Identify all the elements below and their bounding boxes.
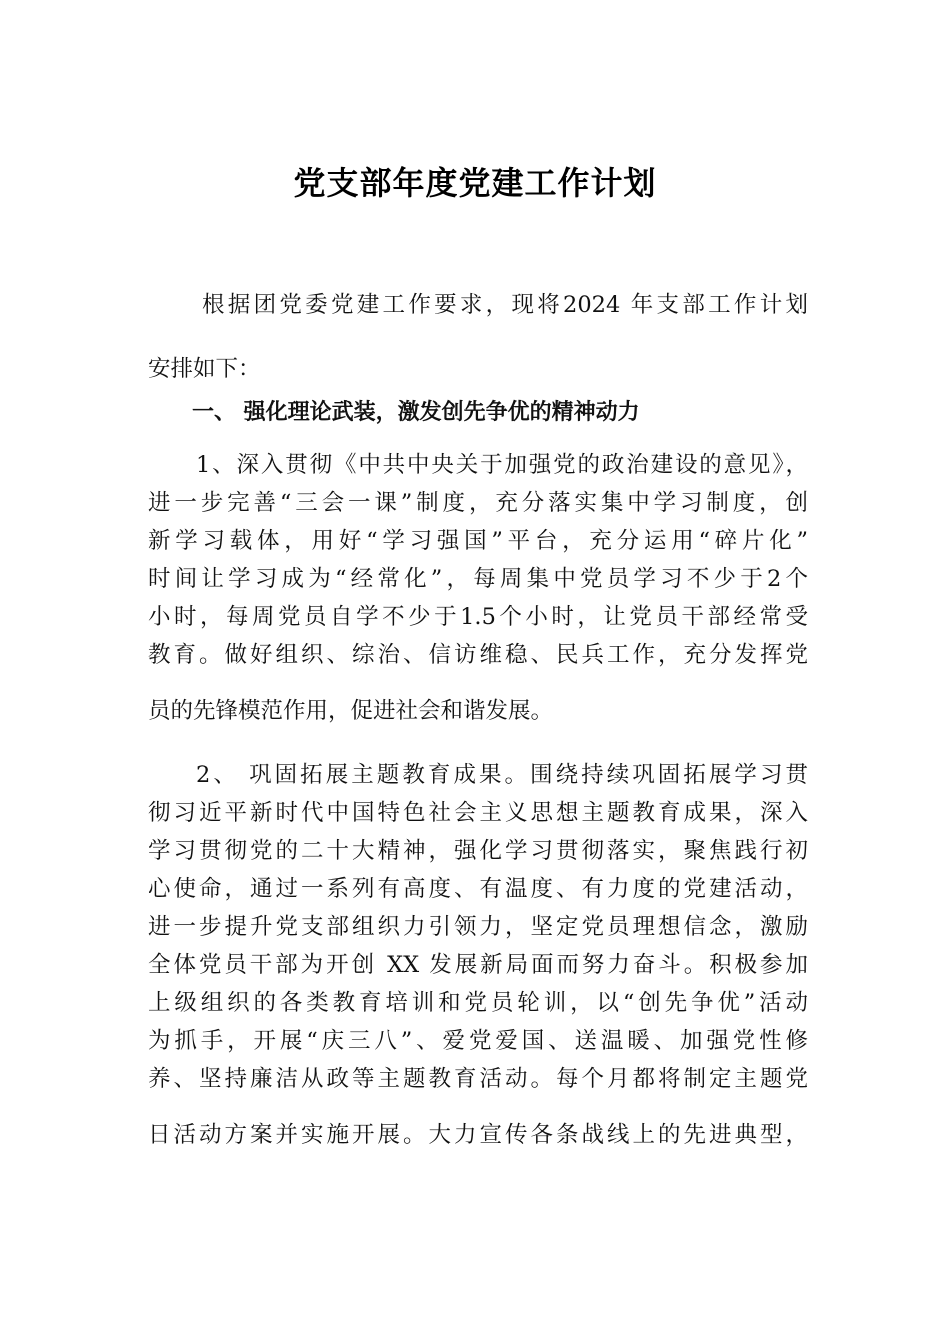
item-2-line-1: 2、 巩固拓展主题教育成果。围绕持续巩固拓展学习贯 — [196, 762, 808, 788]
item-2-line-9: 养、坚持廉洁从政等主题教育活动。每个月都将制定主题党 — [148, 1066, 808, 1092]
item-2-line-8: 为抓手，开展“庆三八”、爱党爱国、送温暖、加强党性修 — [148, 1028, 808, 1054]
item-2-line-2: 彻习近平新时代中国特色社会主义思想主题教育成果，深入 — [148, 800, 808, 826]
item-2-line-6: 全体党员干部为开创 XX 发展新局面而努力奋斗。积极参加 — [148, 952, 808, 978]
item-2-line-7: 上级组织的各类教育培训和党员轮训，以“创先争优”活动 — [148, 990, 808, 1016]
item-2-line-5: 进一步提升党支部组织力引领力，坚定党员理想信念，激励 — [148, 914, 808, 940]
intro-line-2: 安排如下： — [148, 356, 261, 382]
section-1-heading: 一、 强化理论武装，激发创先争优的精神动力 — [192, 400, 640, 425]
item-1-line-3: 新学习载体，用好“学习强国”平台，充分运用“碎片化” — [148, 528, 808, 554]
item-1-line-5: 小时，每周党员自学不少于1.5个小时，让党员干部经常受 — [148, 604, 808, 630]
item-1-line-2: 进一步完善“三会一课”制度，充分落实集中学习制度，创 — [148, 490, 808, 516]
item-1-line-7: 员的先锋模范作用，促进社会和谐发展。 — [148, 698, 554, 724]
item-2-line-10: 日活动方案并实施开展。大力宣传各条战线上的先进典型， — [148, 1122, 808, 1148]
item-2-line-4: 心使命，通过一系列有高度、有温度、有力度的党建活动， — [148, 876, 808, 902]
document-title: 党支部年度党建工作计划 — [293, 164, 657, 202]
item-1-line-4: 时间让学习成为“经常化”，每周集中党员学习不少于2个 — [148, 566, 808, 592]
item-1-line-6: 教育。做好组织、综治、信访维稳、民兵工作，充分发挥党 — [148, 642, 808, 668]
item-1-line-1: 1、深入贯彻《中共中央关于加强党的政治建设的意见》， — [196, 452, 808, 478]
item-2-line-3: 学习贯彻党的二十大精神，强化学习贯彻落实，聚焦践行初 — [148, 838, 808, 864]
intro-line-1: 根据团党委党建工作要求，现将2024 年支部工作计划 — [202, 292, 808, 318]
